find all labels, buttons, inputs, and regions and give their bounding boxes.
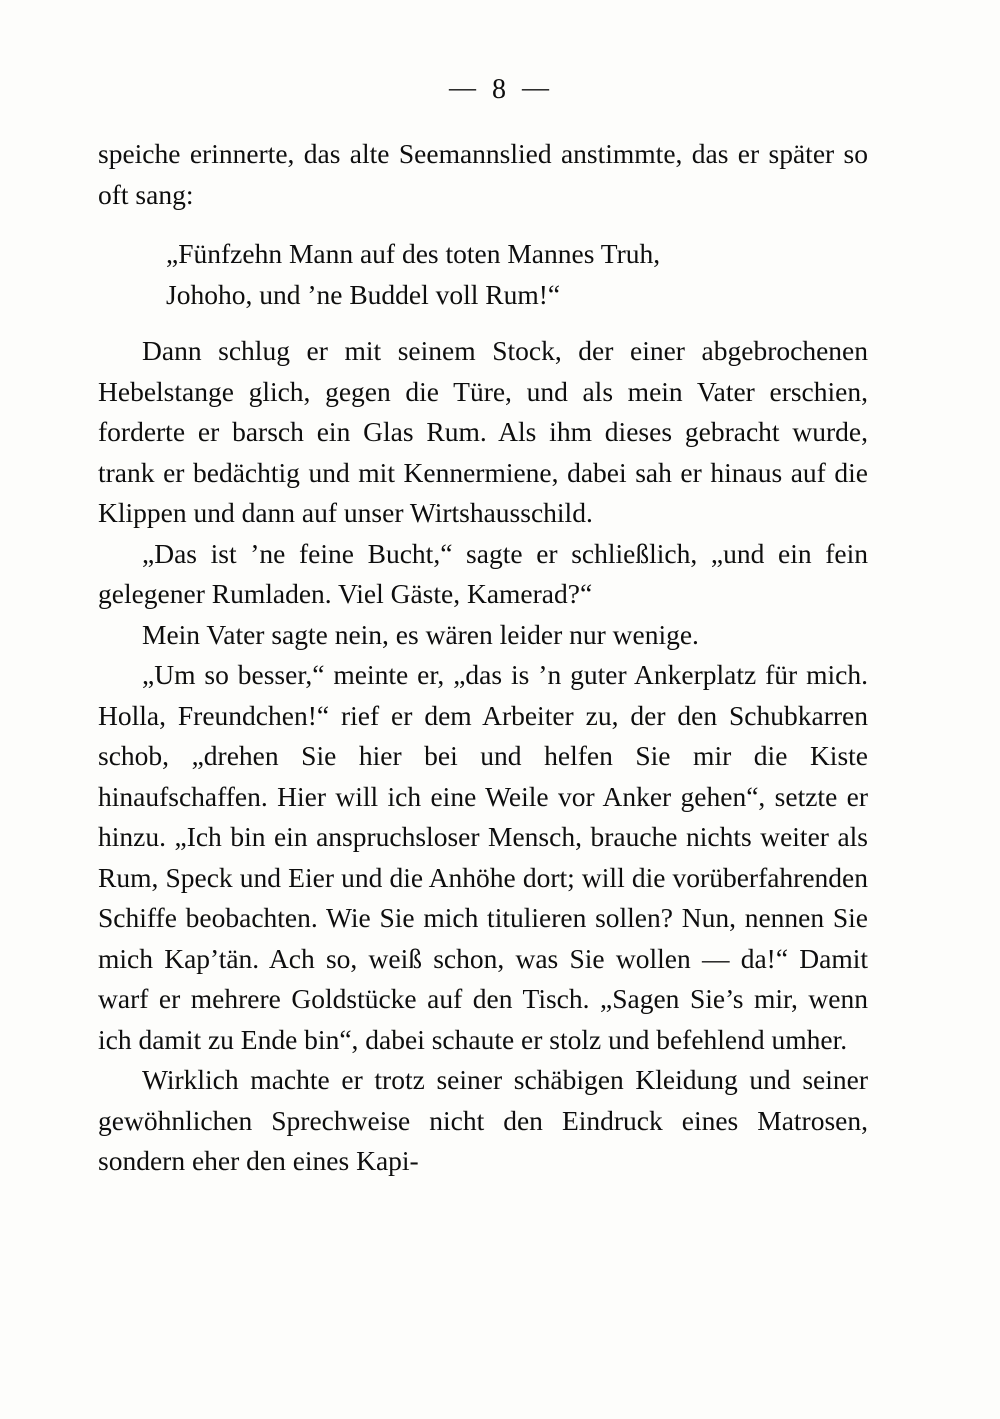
paragraph-continued: speiche erinnerte, das alte Seemannslied anstimmte, das er später so oft sang: <box>98 138 868 210</box>
page-body <box>98 134 868 1182</box>
header-rule-right: — <box>522 72 551 102</box>
paragraph-4: „Um so besser,“ meinte er, „das is ’n guter Ankerplatz für mich. Holla, Freundchen!“ rief er dem Arbeiter zu, der den Schubkarren schob, „drehen Sie hier bei und helfen Sie mir die Kiste hinaufschaffen. Hier will ich eine Weile vor Anker gehen“, setzte er hinzu. „Ich bin ein anspruchsloser Mensch, brauche nichts weiter als Rum, Speck und Eier und die Anhöhe dort; will die vorüberfahrenden Schiffe beobachten. Wie Sie mich titulieren sollen? Nun, nennen Sie mich Kap’tän. Ach so, weiß schon, was Sie wollen — da!“ Damit warf er mehrere Goldstücke auf den Tisch. „Sagen Sie’s mir, wenn ich damit zu Ende bin“, dabei schaute er stolz und befehlend umher. <box>98 659 868 1055</box>
paragraph-5: Wirklich machte er trotz seiner schäbigen Kleidung und seiner gewöhnlichen Sprechweise nicht den Eindruck eines Matrosen, sondern eher den eines Kapi- <box>98 1064 868 1176</box>
header-rule-left: — <box>449 72 478 102</box>
verse-line-2: Johoho, und ’ne Buddel voll Rum!“ <box>166 279 561 310</box>
page-header <box>0 72 1000 106</box>
page-number: 8 <box>492 74 508 105</box>
verse-block <box>98 233 868 315</box>
verse-line-1: „Fünfzehn Mann auf des toten Mannes Truh, <box>166 238 661 269</box>
paragraph-2: „Das ist ’ne feine Bucht,“ sagte er schließlich, „und ein fein gelegener Rumladen. Viel Gäste, Kamerad?“ <box>98 537 868 609</box>
paragraph-1: Dann schlug er mit seinem Stock, der einer abgebrochenen Hebelstange glich, gegen die Türe, und als mein Vater erschien, forderte er barsch ein Glas Rum. Als ihm dieses gebracht wurde, trank er bedächtig und mit Kennermiene, dabei sah er hinaus auf die Klippen und dann auf unser Wirtshausschild. <box>98 335 868 528</box>
paragraph-3: Mein Vater sagte nein, es wären leider nur wenige. <box>142 618 699 650</box>
